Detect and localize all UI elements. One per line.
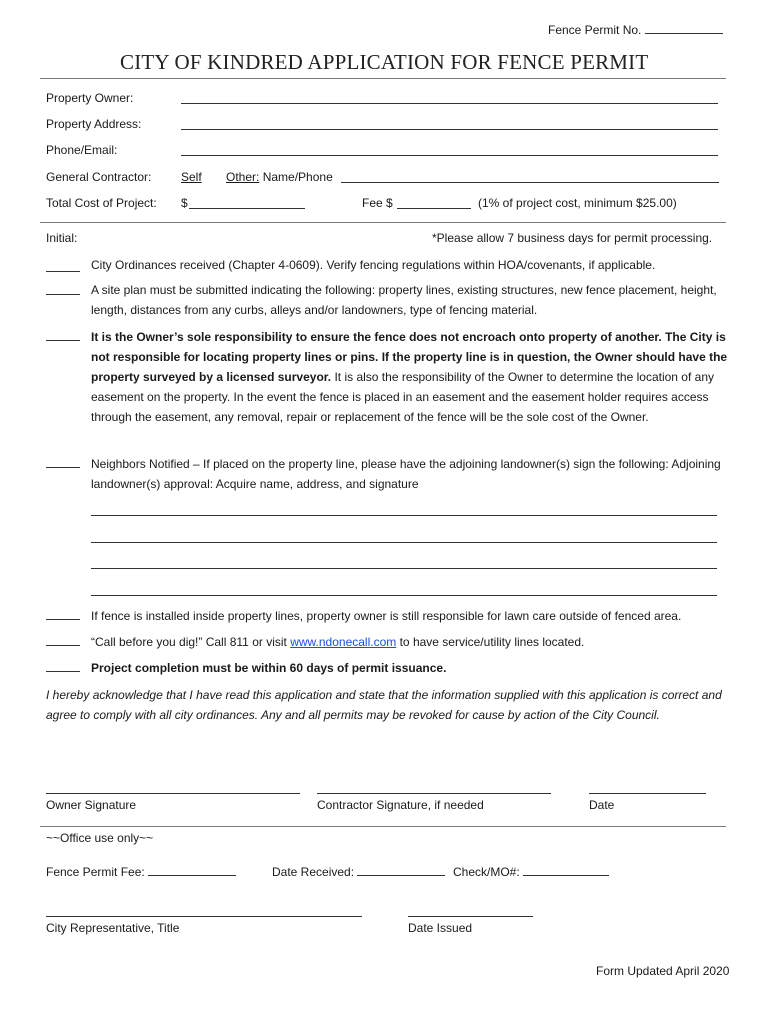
initial-label: Initial: <box>46 231 78 245</box>
initial-blank-neighbors[interactable] <box>46 467 80 468</box>
date-issued-line[interactable] <box>408 916 533 917</box>
contractor-name-line[interactable] <box>341 182 719 183</box>
neighbor-signature-line-2[interactable] <box>91 542 717 543</box>
title-divider <box>40 78 726 79</box>
item-neighbors: Neighbors Notified – If placed on the property line, please have the adjoining landowner(s) sign the following: Adjoining landowner(s) approval: Acquire name, address, and signature <box>91 457 721 491</box>
office-use-header: ~~Office use only~~ <box>46 831 154 845</box>
signature-date-line[interactable] <box>589 793 706 794</box>
fee-line[interactable] <box>397 208 471 209</box>
permit-fee-blank[interactable] <box>148 863 236 876</box>
signature-date-label: Date <box>589 798 615 812</box>
total-cost-dollar: $ <box>181 196 188 210</box>
call-after-text: to have service/utility lines located. <box>396 635 585 649</box>
item-lawn-care: If fence is installed inside property lines, property owner is still responsible for lawn care outside of fenced area. <box>91 609 682 623</box>
initial-blank-site-plan[interactable] <box>46 294 80 295</box>
general-contractor-label: General Contractor: <box>46 170 152 184</box>
owner-signature-label: Owner Signature <box>46 798 137 812</box>
page-title: CITY OF KINDRED APPLICATION FOR FENCE PERMIT <box>120 50 649 74</box>
contractor-signature-line[interactable] <box>317 793 551 794</box>
item-ordinances: City Ordinances received (Chapter 4-0609). Verify fencing regulations within HOA/covenants, if applicable. <box>91 258 656 272</box>
total-cost-line[interactable] <box>189 208 305 209</box>
neighbor-signature-line-3[interactable] <box>91 568 717 569</box>
other-label: Other: <box>226 170 260 184</box>
date-received-field[interactable] <box>272 863 445 879</box>
permit-fee-label: Fence Permit Fee: <box>46 865 149 879</box>
neighbor-signature-line-4[interactable] <box>91 595 717 596</box>
total-cost-label: Total Cost of Project: <box>46 196 157 210</box>
initial-blank-ordinances[interactable] <box>46 271 80 272</box>
owner-responsibility-bold: It is the Owner’s sole responsibility to ensure the fence does not encroach onto property of another. The City is not responsible for locating property lines or pins. If the property line is in question, the Owner should have the property surveyed by a licensed surveyor. <box>91 330 728 384</box>
item-site-plan: A site plan must be submitted indicating the following: property lines, existing structures, new fence placement, height, length, distances from any curbs, alleys and/or landowners, type of fencing material. <box>91 283 717 317</box>
permit-number-blank[interactable] <box>645 21 723 34</box>
check-mo-label: Check/MO#: <box>453 865 524 879</box>
fee-label: Fee $ <box>362 196 393 210</box>
initial-blank-completion[interactable] <box>46 671 80 672</box>
check-mo-field[interactable] <box>453 863 609 879</box>
city-rep-line[interactable] <box>46 916 362 917</box>
fee-note: (1% of project cost, minimum $25.00) <box>478 196 677 210</box>
acknowledgement-text: I hereby acknowledge that I have read this application and state that the information supplied with this application is correct and agree to comply with all city ordinances. Any and all permits may be revoked for cause by action of the City Council. <box>46 688 722 722</box>
call-before-text: “Call before you dig!” Call 811 or visit <box>91 635 291 649</box>
property-address-line[interactable] <box>181 129 718 130</box>
owner-responsibility-rest: It is also the responsibility of the Owner to determine the location of any easement on the property. In the event the fence is placed in an easement and the easement holder requires access through the easement, any removal, repair or replacement of the fence will be the sole cost of the Owner. <box>91 370 714 424</box>
property-owner-line[interactable] <box>181 103 718 104</box>
ndonecall-link[interactable]: www.ndonecall.com <box>290 635 397 649</box>
office-divider <box>40 826 726 827</box>
item-completion: Project completion must be within 60 days of permit issuance. <box>91 661 447 675</box>
fields-divider <box>40 222 726 223</box>
initial-blank-call-before-dig[interactable] <box>46 645 80 646</box>
phone-email-label: Phone/Email: <box>46 143 118 157</box>
processing-note: *Please allow 7 business days for permit processing. <box>432 231 713 245</box>
phone-email-line[interactable] <box>181 155 718 156</box>
date-issued-label: Date Issued <box>408 921 473 935</box>
other-option[interactable] <box>226 170 333 184</box>
property-address-label: Property Address: <box>46 117 142 131</box>
initial-blank-owner-responsibility[interactable] <box>46 340 80 341</box>
item-owner-responsibility <box>91 327 731 427</box>
name-phone-label: Name/Phone <box>259 170 333 184</box>
date-received-label: Date Received: <box>272 865 358 879</box>
date-received-blank[interactable] <box>357 863 445 876</box>
item-call-before-dig <box>91 635 584 649</box>
check-mo-blank[interactable] <box>523 863 609 876</box>
property-owner-label: Property Owner: <box>46 91 134 105</box>
contractor-signature-label: Contractor Signature, if needed <box>317 798 484 812</box>
permit-fee-field[interactable] <box>46 863 236 879</box>
neighbor-signature-line-1[interactable] <box>91 515 717 516</box>
self-option[interactable]: Self <box>181 170 202 184</box>
city-rep-label: City Representative, Title <box>46 921 180 935</box>
permit-number-label: Fence Permit No. <box>548 23 642 37</box>
initial-blank-lawn-care[interactable] <box>46 619 80 620</box>
owner-signature-line[interactable] <box>46 793 300 794</box>
permit-number-field[interactable] <box>548 21 723 37</box>
form-updated-footer: Form Updated April 2020 <box>596 964 730 978</box>
